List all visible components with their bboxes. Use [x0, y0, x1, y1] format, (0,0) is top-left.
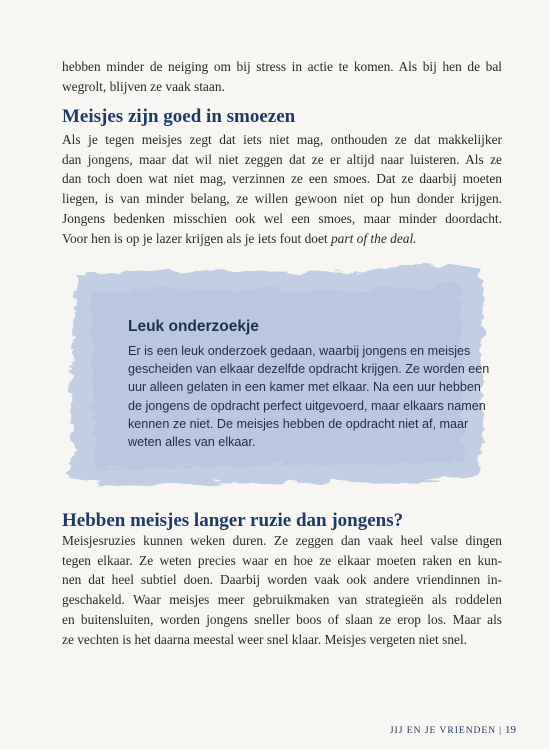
- box-paragraph: [128, 342, 490, 451]
- section1-paragraph: [62, 130, 502, 248]
- text-line: uur alleen gelaten in een kamer met elkaar. Na een uur hebben: [128, 380, 481, 395]
- section-heading: Meisjes zijn goed in smoezen: [62, 106, 296, 127]
- text-line: weten alles van elkaar.: [128, 435, 256, 450]
- text-line: Als je tegen meisjes zegt dat iets niet mag, onthouden ze dat makkelijker: [62, 132, 502, 147]
- text-line: ze vechten is het daarna meestal weer snel klaar. Meisjes vergeten niet snel.: [62, 631, 468, 647]
- box-title: Leuk onderzoekje: [128, 318, 259, 335]
- intro-paragraph: [62, 57, 502, 96]
- footer-separator: |: [499, 726, 502, 736]
- text-line: Er is een leuk onderzoek gedaan, waarbij jongens en meisjes: [128, 344, 471, 358]
- italic-phrase: part of the deal.: [330, 230, 417, 246]
- text-line: Jongens bedenken misschien ook wel een smoes, maar minder doordacht.: [62, 210, 502, 226]
- text-line: liegen, is van minder belang, ze willen gewoon niet op hun donder krijgen.: [62, 191, 502, 207]
- text-line: nen dat heel subtiel doen. Daarbij worden vaak ook andere vriendinnen in-: [62, 572, 502, 588]
- text-line: dan toch doen wat niet mag, verzinnen ze een smoes. Dat ze daarbij moeten: [62, 171, 502, 187]
- section-heading: Hebben meisjes langer ruzie dan jongens?: [62, 510, 404, 531]
- text-line: en buitensluiten, worden jongens sneller boos of slaan ze erop los. Maar als: [62, 611, 502, 627]
- text-line: de jongens de opdracht perfect uitgevoerd, maar elkaars namen: [128, 398, 486, 413]
- text-line: hebben minder de neiging om bij stress in actie te komen. Als bij hen de bal: [62, 59, 502, 74]
- text-line: Meisjesruzies kunnen weken duren. Ze zeggen dan vaak heel valse dingen: [62, 533, 502, 548]
- text-line: dan jongens, maar dat wil niet zeggen dat ze er altijd naar luisteren. Als ze: [62, 151, 502, 167]
- page-number: 19: [505, 724, 516, 736]
- section2-paragraph: [62, 531, 502, 649]
- page-footer: [390, 724, 516, 736]
- text-line: kennen ze niet. De meisjes hebben de opdracht niet af, maar: [128, 416, 469, 431]
- text-line: [62, 229, 502, 249]
- text-line: gescheiden van elkaar dezelfde opdracht krijgen. Ze worden een: [128, 362, 490, 377]
- text-line: wegrolt, blijven ze vaak staan.: [62, 78, 225, 94]
- text-segment: Voor hen is op je lazer krijgen als je iets fout doet: [62, 230, 331, 246]
- footer-section-title: JIJ EN JE VRIENDEN: [389, 726, 497, 736]
- text-line: geschakeld. Waar meisjes meer gebruikmaken van strategieën als roddelen: [62, 592, 502, 608]
- text-line: tegen elkaar. Ze weten precies waar en hoe ze elkaar moeten raken en kun-: [62, 552, 502, 568]
